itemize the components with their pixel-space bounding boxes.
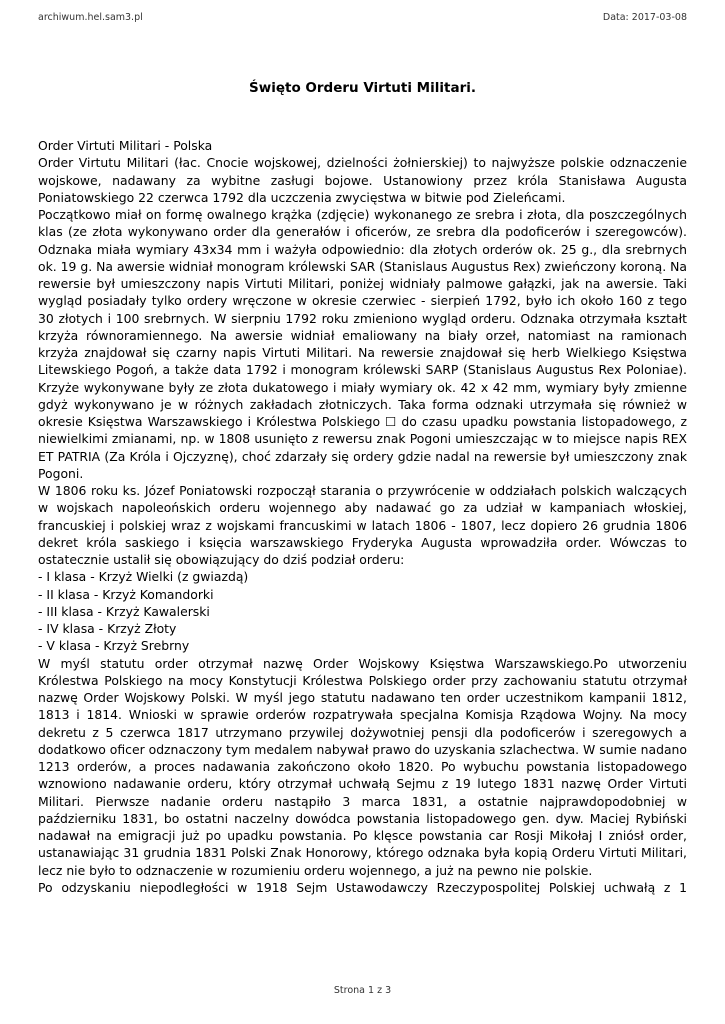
print-date: Data: 2017-03-08 [602, 12, 687, 23]
class-list-item: - III klasa - Krzyż Kawalerski [38, 603, 210, 619]
body-paragraph: Order Virtutu Militari (łac. Cnocie wojskowej, dzielności żołnierskiej) to najwyższe polskie odznaczenie wojskowe, nadawany za wybitne zasługi bojowe. Ustanowiony przez króla Stanisława Augusta Poniatowskiego 22 czerwca 1792 dla uczczenia zwycięstwa w bitwie pod Zieleńcami. [38, 155, 687, 205]
body-paragraph: Początkowo miał on formę owalnego krążka (zdjęcie) wykonanego ze srebra i złota, dla poszczególnych klas (ze złota wykonywano order dla generałów i oficerów, ze srebra dla podoficerów i szeregowców). Odznaka miała wymiary 43x34 mm i ważyła odpowiednio: dla złotych orderów ok. 25 g., dla srebrnych ok. 19 g. Na awersie widniał monogram królewski SAR (Stanislaus Augustus Rex) zwieńczony koroną. Na rewersie był umieszczony napis Virtuti Militari, poniżej widniały palmowe gałązki, jak na awersie. Taki wygląd posiadały tylko ordery wręczone w okresie czerwiec - sierpień 1792, było ich około 160 z tego 30 złotych i 100 srebrnych. W sierpniu 1792 roku zmieniono wygląd orderu. Odznaka otrzymała kształt krzyża równoramiennego. Na awersie widniał emaliowany na biały orzeł, natomiast na ramionach krzyża znajdował się czarny napis Virtuti Militari. Na rewersie znajdował się herb Wielkiego Księstwa Litewskiego Pogoń, a także data 1792 i monogram królewski SARP (Stanislaus Augustus Rex Poloniae). Krzyże wykonywane były ze złota dukatowego i miały wymiary ok. 42 x 42 mm, wymiary były zmienne gdyż wykonywano je w różnych zakładach złotniczych. Taka forma odznaki utrzymała się również w okresie Księstwa Warszawskiego i Królestwa Polskiego ☐ do czasu upadku powstania listopadowego, z niewielkimi zmianami, np. w 1808 usunięto z rewersu znak Pogoni umieszczając w to miejsce napis REX ET PATRIA (Za Króla i Ojczyznę), choć zdarzały się ordery gdzie nadal na rewersie był umieszczony znak Pogoni. [38, 207, 687, 481]
class-list-item: - V klasa - Krzyż Srebrny [38, 638, 190, 654]
class-list-item: - I klasa - Krzyż Wielki (z gwiazdą) [38, 569, 249, 585]
document-title: Święto Orderu Virtuti Militari. [249, 80, 476, 96]
class-list-item: - IV klasa - Krzyż Złoty [38, 621, 177, 636]
body-paragraph: Order Virtuti Militari - Polska [38, 138, 213, 153]
page-number: Strona 1 z 3 [333, 985, 392, 996]
body-paragraph-continued: Po odzyskaniu niepodległości w 1918 Sejm Ustawodawczy Rzeczypospolitej Polskiej uchwałą z 1 [38, 879, 687, 895]
document-body [38, 137, 687, 896]
body-paragraph: W myśl statutu order otrzymał nazwę Order Wojskowy Księstwa Warszawskiego.Po utworzeniu Królestwa Polskiego na mocy Konstytucji Królestwa Polskiego order przy zachowaniu statutu otrzymał nazwę Order Wojskowy Polski. W myśl jego statutu nadawano ten order uczestnikom kampanii 1812, 1813 i 1814. Wnioski w sprawie orderów rozpatrywała specjalna Komisja Rządowa Wojny. Na mocy dekretu z 5 czerwca 1817 utrzymano przywilej dożywotniej pensji dla podoficerów i szeregowych a dodatkowo oficer odznaczony tym medalem nabywał prawo do uzyskania szlachectwa. W sumie nadano 1213 orderów, a proces nadawania zakończono około 1820. Po wybuchu powstania listopadowego wznowiono nadawanie orderu, który otrzymał uchwałą Sejmu z 19 lutego 1831 nazwę Order Virtuti Militari. Pierwsze nadanie orderu nastąpiło 3 marca 1831, a ostatnie najprawdopodobniej w październiku 1831, bo ostatni naczelny dowódca powstania listopadowego gen. dyw. Maciej Rybiński nadawał na emigracji już po upadku powstania. Po klęsce powstania car Rosji Mikołaj I zniósł order, ustanawiając 31 grudnia 1831 Polski Znak Honorowy, którego odznaka była kopią Orderu Virtuti Militari, lecz nie było to odznaczenie w rozumieniu orderu wojennego, a już na pewno nie polskie. [38, 655, 687, 878]
class-list-item: - II klasa - Krzyż Komandorki [38, 586, 214, 602]
body-paragraph: W 1806 roku ks. Józef Poniatowski rozpoczął starania o przywrócenie w oddziałach polskich walczących w wojskach napoleońskich orderu wojennego aby nadawać go za udział w kampaniach włoskiej, francuskiej i polskiej wraz z wojskami francuskimi w latach 1806 - 1807, lecz dopiero 26 grudnia 1806 dekret króla saskiego i księcia warszawskiego Fryderyka Augusta wprowadziła order. Wówczas to ostatecznie ustalił się obowiązujący do dziś podział orderu: [38, 483, 687, 567]
site-name: archiwum.hel.sam3.pl [38, 12, 143, 23]
page-header [38, 12, 687, 26]
